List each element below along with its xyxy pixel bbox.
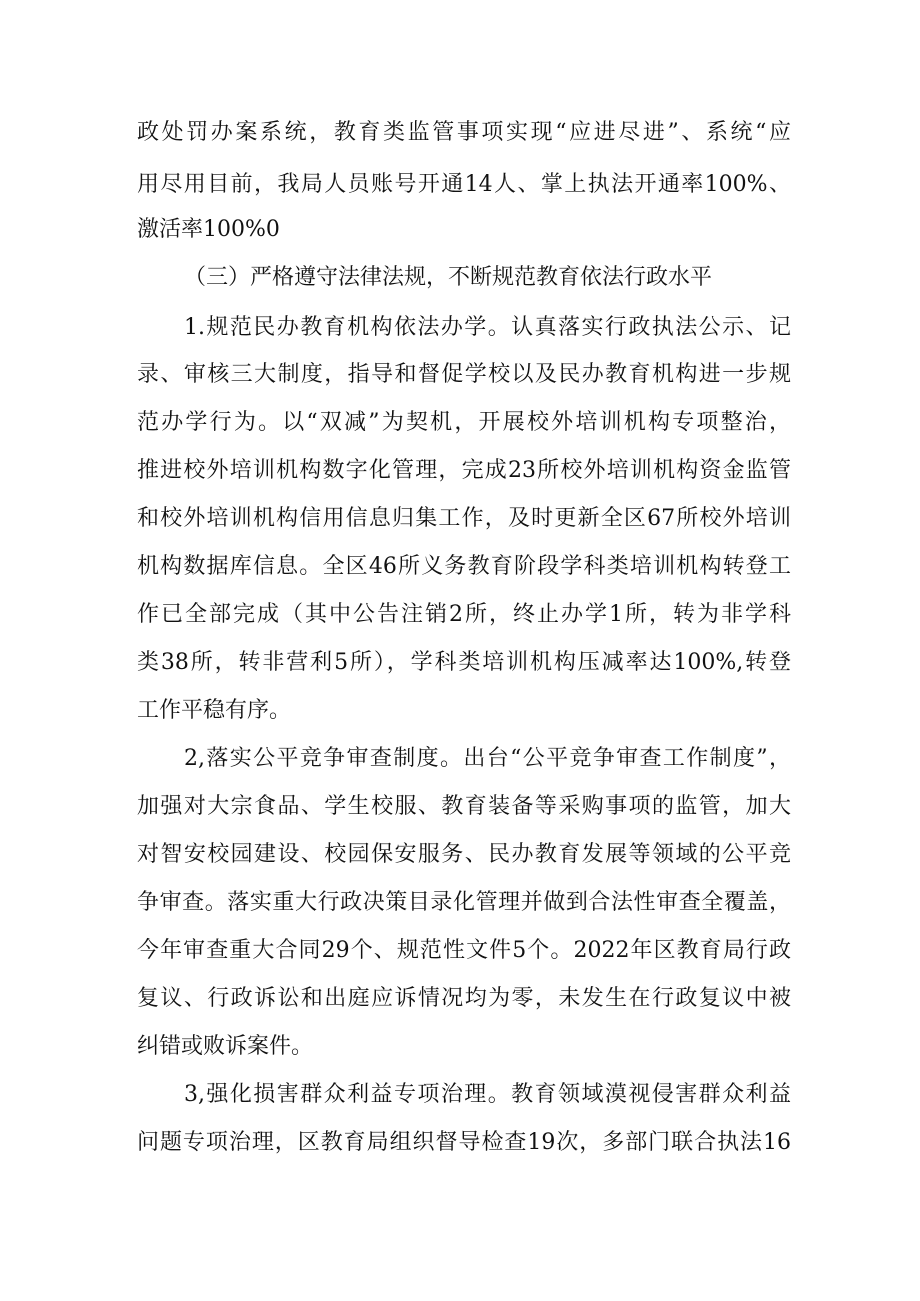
paragraph-first-line: 1.规范民办教育机构依法办学。认真落实行政执法公示、记	[184, 315, 791, 340]
text-line: 加强对大宗食品、学生校服、教育装备等采购事项的监管，加大	[137, 794, 791, 819]
text-line: 类38所，转非营利5所），学科类培训机构压减率达100%,转登	[137, 650, 791, 675]
section-heading: （三）严格遵守法律法规，不断规范教育依法行政水平	[184, 265, 713, 290]
text-line: 工作平稳有序。	[137, 698, 292, 723]
text-line: 用尽用目前，我局人员账号开通14人、掌上执法开通率100%、	[137, 172, 791, 197]
text-line: 录、审核三大制度，指导和督促学校以及民办教育机构进一步规	[137, 362, 791, 387]
text-line: 纠错或败诉案件。	[137, 1034, 314, 1059]
text-line: 和校外培训机构信用信息归集工作，及时更新全区67所校外培训	[137, 506, 791, 531]
text-line: 复议、行政诉讼和出庭应诉情况均为零，未发生在行政复议中被	[137, 986, 791, 1011]
text-line: 推进校外培训机构数字化管理，完成23所校外培训机构资金监管	[137, 458, 791, 483]
text-line: 对智安校园建设、校园保安服务、民办教育发展等领域的公平竞	[137, 842, 791, 867]
paragraph-first-line: 3,强化损害群众利益专项治理。教育领域漠视侵害群众利益	[184, 1082, 791, 1107]
text-line: 今年审查重大合同29个、规范性文件5个。2022年区教育局行政	[137, 938, 791, 963]
text-line: 问题专项治理，区教育局组织督导检查19次，多部门联合执法16	[137, 1130, 791, 1155]
paragraph-first-line: 2,落实公平竞争审查制度。出台“公平竞争审查工作制度”，	[184, 746, 791, 771]
text-line: 争审查。落实重大行政决策目录化管理并做到合法性审查全覆盖，	[137, 890, 791, 915]
text-line: 作已全部完成（其中公告注销2所，终止办学1所，转为非学科	[137, 602, 791, 627]
text-line: 激活率100%0	[137, 217, 280, 242]
text-line: 政处罚办案系统，教育类监管事项实现“应进尽进”、系统“应	[137, 120, 791, 145]
text-line: 范办学行为。以“双减”为契机，开展校外培训机构专项整治，	[137, 410, 791, 435]
text-line: 机构数据库信息。全区46所义务教育阶段学科类培训机构转登工	[137, 554, 791, 579]
